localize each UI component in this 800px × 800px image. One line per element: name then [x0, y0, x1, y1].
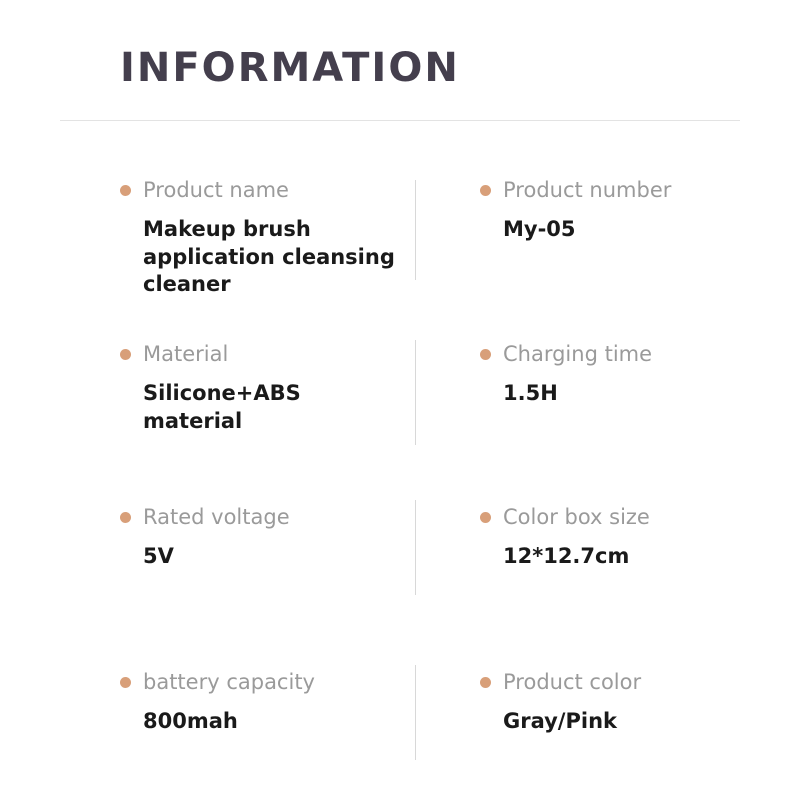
- bullet-dot-icon: [120, 512, 131, 523]
- bullet-dot-icon: [120, 677, 131, 688]
- title-divider: [60, 120, 740, 121]
- column-divider: [415, 665, 416, 760]
- spec-item-color-box-size: [480, 505, 770, 571]
- spec-label: Charging time: [503, 342, 653, 366]
- spec-value: 800mah: [143, 709, 238, 733]
- spec-item-product-color: [480, 670, 770, 736]
- spec-value: 5V: [143, 544, 174, 568]
- spec-item-product-number: [480, 178, 770, 244]
- spec-label-row: [480, 178, 770, 202]
- spec-label-row: [480, 342, 770, 366]
- spec-label-row: [120, 178, 405, 202]
- spec-label: battery capacity: [143, 670, 315, 694]
- spec-label: Rated voltage: [143, 505, 290, 529]
- spec-label-row: [480, 505, 770, 529]
- spec-item-battery-capacity: [120, 670, 405, 736]
- spec-item-charging-time: [480, 342, 770, 408]
- bullet-dot-icon: [480, 349, 491, 360]
- column-divider: [415, 340, 416, 445]
- spec-value: 1.5H: [503, 381, 558, 405]
- spec-label-row: [120, 342, 405, 366]
- bullet-dot-icon: [120, 185, 131, 196]
- spec-label-row: [120, 505, 405, 529]
- spec-label: Product color: [503, 670, 642, 694]
- spec-label-row: [120, 670, 405, 694]
- spec-label-row: [480, 670, 770, 694]
- bullet-dot-icon: [480, 677, 491, 688]
- bullet-dot-icon: [480, 512, 491, 523]
- spec-value: Makeup brush application cleansing cleaner: [143, 217, 395, 297]
- bullet-dot-icon: [120, 349, 131, 360]
- spec-label: Product number: [503, 178, 672, 202]
- spec-item-rated-voltage: [120, 505, 405, 571]
- column-divider: [415, 180, 416, 280]
- spec-label: Material: [143, 342, 229, 366]
- spec-item-material: [120, 342, 405, 435]
- bullet-dot-icon: [480, 185, 491, 196]
- spec-label: Product name: [143, 178, 289, 202]
- column-divider: [415, 500, 416, 595]
- spec-label: Color box size: [503, 505, 650, 529]
- spec-value: Silicone+ABS material: [143, 381, 301, 433]
- spec-value: 12*12.7cm: [503, 544, 630, 568]
- page-title: INFORMATION: [120, 45, 460, 91]
- spec-value: Gray/Pink: [503, 709, 617, 733]
- spec-value: My-05: [503, 217, 576, 241]
- spec-item-product-name: [120, 178, 405, 299]
